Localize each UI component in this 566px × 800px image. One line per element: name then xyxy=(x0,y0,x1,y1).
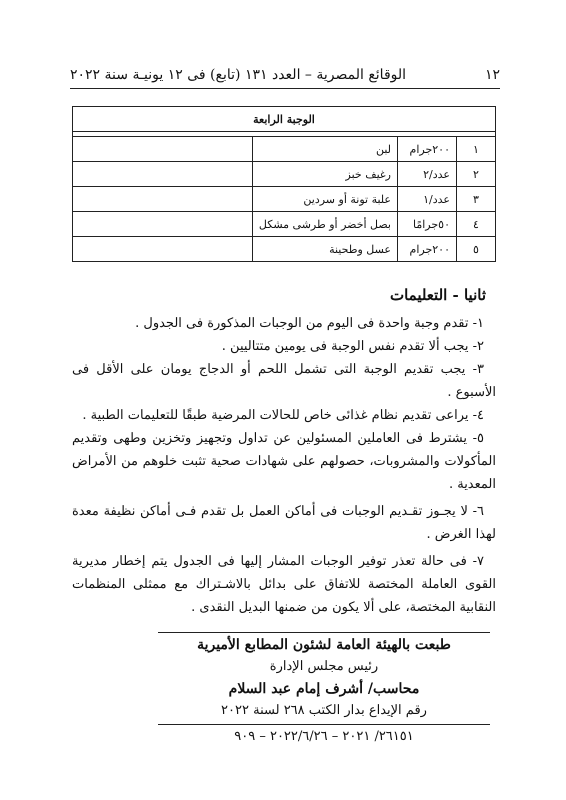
instruction-item: ٣- يجب تقديم الوجبة التى تشمل اللحم أو الدجاج يومان على الأقل فى الأسبوع . xyxy=(72,362,496,400)
row-quantity: ٢٠٠جرام xyxy=(398,237,457,262)
footer-divider-top xyxy=(158,632,490,633)
meal-table-title: الوجبة الرابعة xyxy=(73,107,496,132)
table-row xyxy=(73,162,496,187)
row-item: عسل وطحينة xyxy=(252,237,397,262)
header-title: الوقائع المصرية – العدد ١٣١ (تابع) فى ١٢ يونيـة سنة ٢٠٢٢ xyxy=(70,67,407,83)
footer-divider-bottom xyxy=(158,724,490,725)
publisher-line: طبعت بالهيئة العامة لشئون المطابع الأميرية xyxy=(197,637,451,653)
instruction-item: ٥- يشترط فى العاملين المسئولين عن تداول وتجهيز وتخزين وطهى وتقديم المأكولات والمشروبات، حصولهم على شهادات صحية تثبت خلوهم من الأمراض المعدية . xyxy=(72,431,496,492)
instruction-item: ١- تقدم وجبة واحدة فى اليوم من الوجبات المذكورة فى الجدول . xyxy=(135,316,484,331)
table-row xyxy=(73,187,496,212)
row-quantity: ٢٠٠جرام xyxy=(398,137,457,162)
row-blank-cell xyxy=(73,162,253,187)
row-blank-cell xyxy=(73,137,253,162)
instructions-title: ثانيا - التعليمات xyxy=(389,286,486,304)
page-footer xyxy=(158,634,490,744)
row-number: ٢ xyxy=(457,162,496,187)
row-number: ١ xyxy=(457,137,496,162)
row-item: بصل أخضر أو طرشى مشكل xyxy=(252,212,397,237)
row-item: رغيف خبز xyxy=(252,162,397,187)
instruction-item: ٢- يجب ألا تقدم نفس الوجبة فى يومين متتاليين . xyxy=(221,339,484,354)
row-number: ٣ xyxy=(457,187,496,212)
row-quantity: عدد/١ xyxy=(398,187,457,212)
meal-table xyxy=(72,106,496,262)
instructions-list xyxy=(72,312,496,619)
row-item: علبة تونة أو سردين xyxy=(252,187,397,212)
page-header xyxy=(70,62,500,89)
table-row xyxy=(73,212,496,237)
meal-table-header-row xyxy=(73,107,496,132)
chairman-title: رئيس مجلس الإدارة xyxy=(269,659,379,674)
row-item: لبن xyxy=(252,137,397,162)
row-quantity: ٥٠جرامًا xyxy=(398,212,457,237)
table-row xyxy=(73,137,496,162)
row-number: ٥ xyxy=(457,237,496,262)
row-blank-cell xyxy=(73,212,253,237)
row-number: ٤ xyxy=(457,212,496,237)
print-code: ٢٦١٥١/ ٢٠٢١ – ٢٠٢٢/٦/٢٦ – ٩٠٩ xyxy=(234,729,414,744)
chairman-name: محاسب/ أشرف إمام عبد السلام xyxy=(228,681,420,697)
deposit-number: رقم الإيداع بدار الكتب ٢٦٨ لسنة ٢٠٢٢ xyxy=(221,703,427,718)
instruction-item: ٦- لا يجـوز تقـديم الوجبات فى أماكن العمل بل تقدم فـى أماكن نظيفة معدة لهذا الغرض . xyxy=(72,504,496,542)
row-quantity: عدد/٢ xyxy=(398,162,457,187)
row-blank-cell xyxy=(73,187,253,212)
instruction-item: ٧- فى حالة تعذر توفير الوجبات المشار إليها فى الجدول يتم إخطار مديرية القوى العاملة المختصة للاتفاق على بدائل بالاشـتراك مع ممثلى المنظمات النقابية المختصة، على ألا يكون من ضمنها البديل النقدى . xyxy=(72,554,496,615)
table-row xyxy=(73,237,496,262)
page-number: ١٢ xyxy=(484,67,500,83)
instruction-item: ٤- يراعى تقديم نظام غذائى خاص للحالات المرضية طبقًا للتعليمات الطبية . xyxy=(82,408,484,423)
row-blank-cell xyxy=(73,237,253,262)
